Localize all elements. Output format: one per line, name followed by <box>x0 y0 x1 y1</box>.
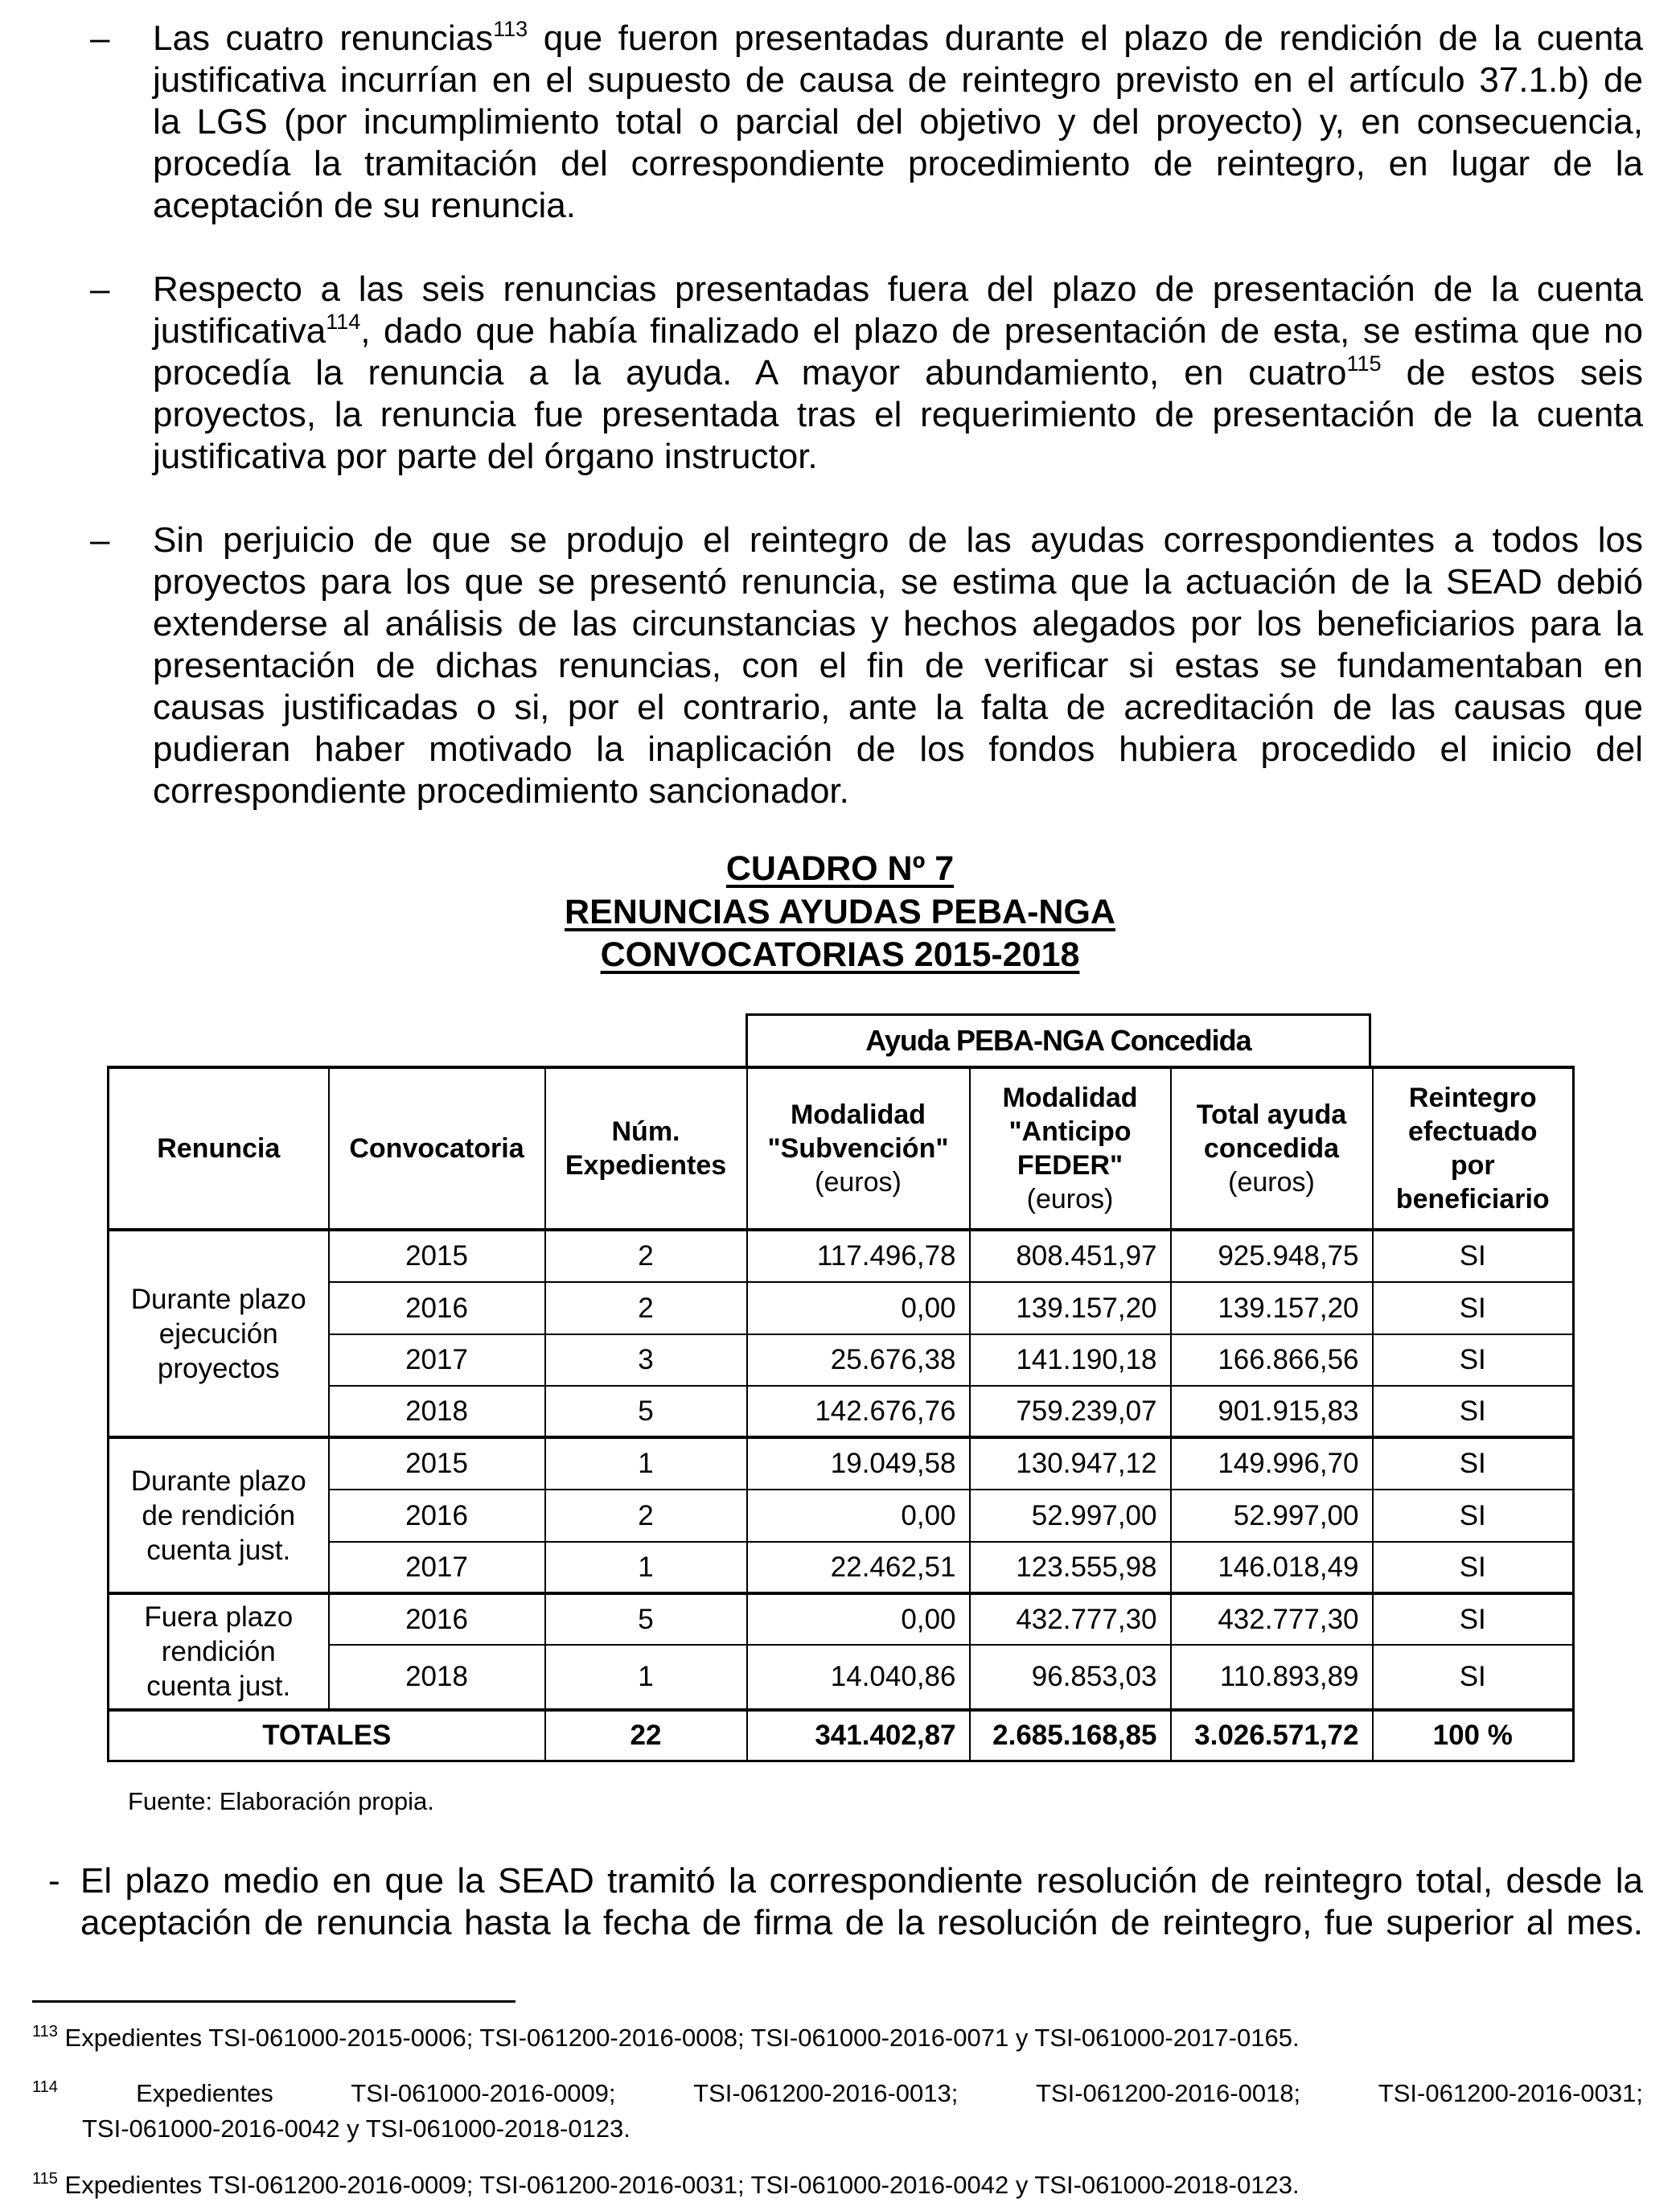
cell-feder: 139.157,20 <box>970 1282 1171 1334</box>
cell-num: 5 <box>545 1386 747 1437</box>
cell-subvencion: 117.496,78 <box>747 1230 970 1282</box>
paragraph-line: presentación de dichas renuncias, con el fin de verificar si estas se fundamentaban en <box>153 646 1643 685</box>
table-title-number: CUADRO Nº 7 <box>725 849 955 888</box>
table-row <box>109 1542 1574 1593</box>
group-label-ejecucion: Durante plazo ejecución proyectos <box>109 1230 329 1437</box>
group-header-ayuda-concedida: Ayuda PEBA-NGA Concedida <box>746 1013 1371 1066</box>
cell-num: 1 <box>545 1437 747 1490</box>
paragraph-line: justificativa por parte del órgano instructor. <box>153 437 818 476</box>
header-renuncia: Renuncia <box>109 1067 329 1230</box>
paragraph-line: justificativa incurrían en el supuesto de causa de reintegro previsto en el artículo 37.1.b) de <box>153 60 1643 100</box>
cell-convocatoria: 2017 <box>329 1542 545 1593</box>
table-row <box>109 1334 1574 1386</box>
group-label-fuera-plazo: Fuera plazo rendición cuenta just. <box>109 1593 329 1710</box>
footnote-ref-115[interactable]: 115 <box>1346 351 1382 376</box>
cell-reintegro: SI <box>1373 1437 1574 1490</box>
cell-reintegro: SI <box>1373 1490 1574 1542</box>
cell-feder: 432.777,30 <box>970 1593 1171 1645</box>
paragraph-line: justificativa$^{114}$, dado que había finalizado el plazo de presentación de esta, se estima que no <box>153 310 1643 351</box>
cell-reintegro: SI <box>1373 1645 1574 1710</box>
cell-total: 139.157,20 <box>1171 1282 1373 1334</box>
table-totals-row <box>109 1710 1574 1761</box>
table-header-row <box>109 1067 1574 1230</box>
cell-subvencion: 0,00 <box>747 1593 970 1645</box>
totals-feder: 2.685.168,85 <box>970 1710 1171 1761</box>
paragraph-line: Las cuatro renuncias$^{113}$ que fueron presentadas durante el plazo de rendición de la cuenta <box>153 17 1643 58</box>
cell-convocatoria: 2016 <box>329 1490 545 1542</box>
cell-num: 2 <box>545 1230 747 1282</box>
footnote-ref-114[interactable]: 114 <box>326 310 361 334</box>
cell-subvencion: 142.676,76 <box>747 1386 970 1437</box>
table-row <box>109 1490 1574 1542</box>
cell-reintegro: SI <box>1373 1334 1574 1386</box>
cell-reintegro: SI <box>1373 1230 1574 1282</box>
header-total-ayuda: Total ayuda concedida (euros) <box>1171 1067 1373 1230</box>
table-row <box>109 1645 1574 1710</box>
paragraph-line: correspondiente procedimiento sancionador. <box>153 771 849 811</box>
header-convocatoria: Convocatoria <box>329 1067 545 1230</box>
cell-subvencion: 19.049,58 <box>747 1437 970 1490</box>
cell-feder: 130.947,12 <box>970 1437 1171 1490</box>
cell-subvencion: 14.040,86 <box>747 1645 970 1710</box>
cell-total: 166.866,56 <box>1171 1334 1373 1386</box>
dash-bullet: – <box>90 520 110 560</box>
footnote-ref-113[interactable]: 113 <box>493 17 528 41</box>
footnote-number: 114 <box>32 2078 58 2096</box>
cell-convocatoria: 2016 <box>329 1282 545 1334</box>
paragraph-line: procedía la renuncia a la ayuda. A mayor abundamiento, en cuatro$^{115}$ de estos seis <box>153 351 1643 392</box>
cell-convocatoria: 2016 <box>329 1593 545 1645</box>
cell-num: 1 <box>545 1645 747 1710</box>
table-title-main: RENUNCIAS AYUDAS PEBA-NGA <box>565 893 1115 931</box>
cell-subvencion: 0,00 <box>747 1490 970 1542</box>
table-source-note: Fuente: Elaboración propia. <box>128 1787 434 1815</box>
cell-total: 432.777,30 <box>1171 1593 1373 1645</box>
paragraph-line: El plazo medio en que la SEAD tramitó la correspondiente resolución de reintegro total, desde la <box>80 1861 1643 1901</box>
paragraph-line: aceptación de su renuncia. <box>153 186 576 225</box>
cell-feder: 96.853,03 <box>970 1645 1171 1710</box>
cell-feder: 123.555,98 <box>970 1542 1171 1593</box>
cell-reintegro: SI <box>1373 1542 1574 1593</box>
cell-convocatoria: 2018 <box>329 1386 545 1437</box>
totals-num: 22 <box>545 1710 747 1761</box>
cell-num: 2 <box>545 1282 747 1334</box>
cell-num: 1 <box>545 1542 747 1593</box>
cell-reintegro: SI <box>1373 1386 1574 1437</box>
totals-total: 3.026.571,72 <box>1171 1710 1373 1761</box>
paragraph-line: extenderse al análisis de las circunstancias y hechos alegados por los beneficiarios para la <box>153 604 1643 643</box>
renuncias-table <box>107 1066 1575 1762</box>
cell-convocatoria: 2015 <box>329 1230 545 1282</box>
totals-subvencion: 341.402,87 <box>747 1710 970 1761</box>
footnote-115: $^{115}$ Expedientes TSI-061200-2016-0009; TSI-061200-2016-0031; TSI-061000-2016-0042 y TSI-061000-2018-0123. <box>32 2170 1300 2199</box>
table-row <box>109 1230 1574 1282</box>
cell-convocatoria: 2018 <box>329 1645 545 1710</box>
header-subvencion: Modalidad "Subvención" (euros) <box>747 1067 970 1230</box>
paragraph-line: la LGS (por incumplimiento total o parcial del objetivo y del proyecto) y, en consecuencia, <box>153 102 1643 142</box>
paragraph-line: aceptación de renuncia hasta la fecha de firma de la resolución de reintegro, fue superior al mes. <box>80 1903 1643 1942</box>
header-anticipo-feder: Modalidad "Anticipo FEDER" (euros) <box>970 1067 1171 1230</box>
cell-total: 146.018,49 <box>1171 1542 1373 1593</box>
cell-subvencion: 25.676,38 <box>747 1334 970 1386</box>
dash-bullet: – <box>90 18 110 58</box>
footnote-114-continuation: TSI-061000-2016-0042 y TSI-061000-2018-0123. <box>82 2114 631 2143</box>
table-row <box>109 1437 1574 1490</box>
cell-convocatoria: 2015 <box>329 1437 545 1490</box>
cell-total: 901.915,83 <box>1171 1386 1373 1437</box>
paragraph-line: Respecto a las seis renuncias presentadas fuera del plazo de presentación de la cuenta <box>153 269 1643 309</box>
footnote-number: 115 <box>32 2170 58 2188</box>
cell-feder: 141.190,18 <box>970 1334 1171 1386</box>
footnote-114: $^{114}$ Expedientes TSI-061000-2016-0009; TSI-061200-2016-0013; TSI-061200-2016-0018; TSI-061200-2016-0031; <box>32 2078 1643 2107</box>
footnote-113: $^{113}$ Expedientes TSI-061000-2015-0006; TSI-061200-2016-0008; TSI-061000-2016-0071 y TSI-061000-2017-0165. <box>32 2023 1300 2052</box>
cell-subvencion: 0,00 <box>747 1282 970 1334</box>
footnote-separator <box>32 2000 516 2003</box>
cell-reintegro: SI <box>1373 1593 1574 1645</box>
cell-total: 52.997,00 <box>1171 1490 1373 1542</box>
footnote-number: 113 <box>32 2023 58 2040</box>
paragraph-line: procedía la tramitación del correspondiente procedimiento de reintegro, en lugar de la <box>153 144 1643 183</box>
group-label-rendicion: Durante plazo de rendición cuenta just. <box>109 1437 329 1593</box>
paragraph-line: causas justificadas o si, por el contrario, ante la falta de acreditación de las causas que <box>153 688 1643 727</box>
paragraph-line: pudieran haber motivado la inaplicación de los fondos hubiera procedido el inicio del <box>153 729 1643 769</box>
cell-feder: 808.451,97 <box>970 1230 1171 1282</box>
header-num-expedientes: Núm. Expedientes <box>545 1067 747 1230</box>
cell-feder: 759.239,07 <box>970 1386 1171 1437</box>
cell-num: 5 <box>545 1593 747 1645</box>
cell-convocatoria: 2017 <box>329 1334 545 1386</box>
table-row <box>109 1386 1574 1437</box>
paragraph-line: proyectos para los que se presentó renuncia, se estima que la actuación de la SEAD debió <box>153 562 1643 602</box>
cell-feder: 52.997,00 <box>970 1490 1171 1542</box>
table-row <box>109 1282 1574 1334</box>
totals-label: TOTALES <box>109 1710 545 1761</box>
dash-bullet: – <box>90 269 110 309</box>
paragraph-line: proyectos, la renuncia fue presentada tras el requerimiento de presentación de la cuenta <box>153 395 1643 434</box>
cell-total: 110.893,89 <box>1171 1645 1373 1710</box>
cell-total: 925.948,75 <box>1171 1230 1373 1282</box>
header-reintegro: Reintegro efectuado por beneficiario <box>1373 1067 1574 1230</box>
totals-reintegro: 100 % <box>1373 1710 1574 1761</box>
dash-bullet: - <box>48 1861 60 1901</box>
cell-total: 149.996,70 <box>1171 1437 1373 1490</box>
cell-num: 2 <box>545 1490 747 1542</box>
table-title-subtitle: CONVOCATORIAS 2015-2018 <box>600 935 1080 974</box>
cell-reintegro: SI <box>1373 1282 1574 1334</box>
cell-num: 3 <box>545 1334 747 1386</box>
cell-subvencion: 22.462,51 <box>747 1542 970 1593</box>
paragraph-line: Sin perjuicio de que se produjo el reintegro de las ayudas correspondientes a todos los <box>153 520 1643 560</box>
table-row <box>109 1593 1574 1645</box>
